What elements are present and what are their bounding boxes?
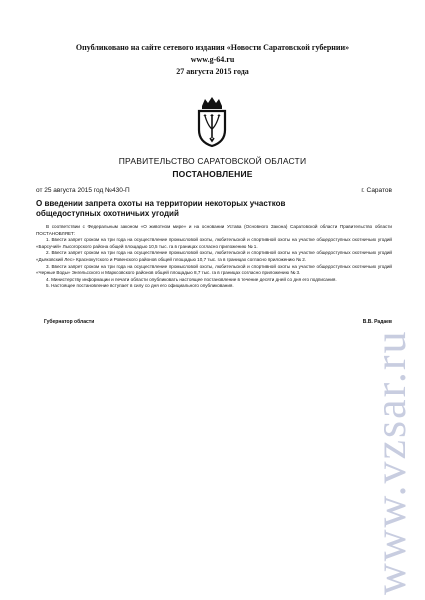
watermark-text: www.vzsar.ru <box>366 329 415 595</box>
body-paragraph: 2. Ввести запрет сроком на три года на осуществление промысловой охоты, любительской и спортивной охоты на участке общедоступных охотничьих угодий «Дьяковский Лес» Краснокутского и Ровенского районов общей площадью 10,7 тыс. га в границах согласно приложению № 2. <box>36 250 392 262</box>
body-paragraph: 3. Ввести запрет сроком на три года на осуществление промысловой охоты, любительской и спортивной охоты на участке общедоступных охотничьих угодий «Черные Воды» Энгельсского и Марксовского районов общей площадью 8,7 тыс. га в границах согласно приложению № 3. <box>36 263 392 276</box>
signatory-position: Губернатор области <box>44 319 95 325</box>
city: г. Саратов <box>361 187 392 194</box>
publication-url: www.g-64.ru <box>190 55 235 64</box>
publication-note: Опубликовано на сайте сетевого издания «Новости Саратовской губернии» <box>75 43 350 52</box>
issuing-authority: ПРАВИТЕЛЬСТВО САРАТОВСКОЙ ОБЛАСТИ <box>118 156 307 166</box>
date-and-number: от 25 августа 2015 год №430-П <box>36 187 130 194</box>
body-paragraph: 5. Настоящее постановление вступает в силу со дня его официального опубликования. <box>46 283 234 289</box>
document-body <box>36 224 392 290</box>
watermark <box>355 255 425 600</box>
body-paragraph: 4. Министерству информации и печати области опубликовать настоящее постановление в течение десяти дней со дня его подписания. <box>46 276 337 282</box>
signature-block <box>44 319 400 327</box>
body-paragraph: 1. Ввести запрет сроком на три года на осуществление промысловой охоты, любительской и спортивной охоты на участке общедоступных охотничьих угодий «Барсучий» Лысогорского района общей площадью 10,5 тыс. га в границах согласно приложению № 1. <box>36 237 392 249</box>
saratov-coat-of-arms-icon <box>191 96 233 148</box>
document-type: ПОСТАНОВЛЕНИЕ <box>172 169 253 179</box>
publication-date: 27 августа 2015 года <box>176 67 249 76</box>
body-paragraph: В соответствии с Федеральным законом «О животном мире» и на основании Устава (Основного Закона) Саратовской области Правительство области ПОСТАНОВЛЯЕТ: <box>36 224 392 236</box>
document-title: О введении запрета охоты на территории некоторых участков общедоступных охотничьих угодий <box>36 199 286 218</box>
signatory-name: В.В. Радаев <box>362 319 392 325</box>
